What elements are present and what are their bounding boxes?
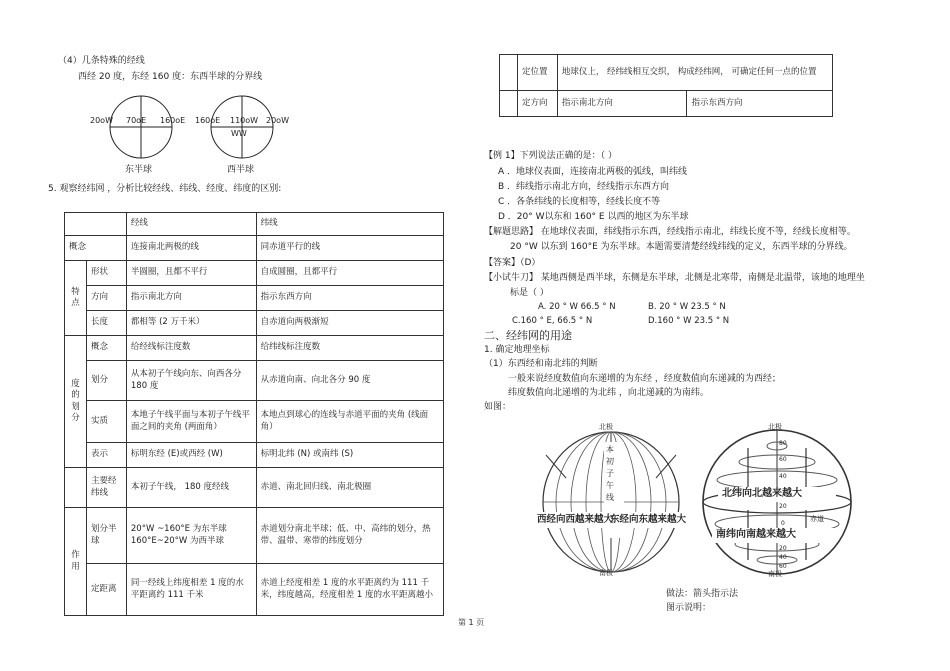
cell-wx: 给纬线标注度数 [256, 336, 443, 361]
east-longitude-banner: 东经向东越来越大 [610, 514, 687, 525]
cell-wx: 指示东西方向 [256, 286, 443, 311]
jieti-line-1: 【解题思路】 在地球仪表面，纬线指示东西，经线指示南北，纬线长度不等，经线长度相等。 [484, 227, 856, 237]
group-label-zuoyong: 作用 [65, 508, 87, 616]
globe2-label-2: 110oW [230, 116, 259, 125]
lat-tick-20n: 20 [779, 503, 787, 510]
sub-label: 方向 [86, 286, 126, 311]
cell-jx: 标明东经 (E)或西经 (W) [126, 443, 256, 468]
globe1-caption: 东半球 [125, 165, 153, 175]
header-empty [65, 213, 127, 236]
equator-label: 赤道 [810, 515, 824, 523]
cell-jx: 给经线标注度数 [126, 336, 256, 361]
south-latitude-banner: 南纬向南越来越大 [716, 529, 796, 540]
section4-line: 西经 20 度，东经 160 度：东西半球的分界线 [78, 72, 263, 82]
xiaoshi-option-a: A. 20 ° W 66.5 ° N [538, 302, 616, 312]
cell-wx: 指示东西方向 [687, 91, 833, 117]
cell-jx: 指示南北方向 [557, 91, 687, 117]
cell-jx: 本地子午线平面与本初子午线平面之间的夹角 (两面角） [126, 401, 256, 443]
page-number: 第 1 页 [458, 618, 485, 627]
latitude-globe-figure [698, 420, 856, 582]
cell-dingweizhi: 地球仪上， 经纬线相互交织， 构成经纬网， 可确定任何一点的位置 [557, 55, 832, 91]
row-spacer [500, 91, 518, 117]
table-row [65, 468, 444, 508]
cell-jx: 同一经线上纬度相差 1 度的水平距离约 111 千米 [126, 564, 256, 616]
cell-wx: 赤道上经度相差 1 度的水平距离约为 111 千米，纬度越高，经度相差 1 度的水平距离越小 [256, 564, 443, 616]
lat-tick-40s: 40 [779, 554, 787, 561]
header-weixian: 纬线 [256, 213, 443, 236]
globe1-label-1: 20oW [90, 116, 113, 125]
section4-title: （4）几条特殊的经线 [58, 56, 145, 66]
table-row [500, 55, 833, 91]
globe2-caption: 西半球 [227, 165, 255, 175]
cell-jx: 20°W ~160°E 为东半球 160°E~20°W 为西半球 [126, 508, 256, 564]
lat-tick-0: 0 [781, 520, 785, 527]
lat-tick-60: 60 [779, 456, 787, 463]
table-row [65, 261, 444, 286]
table-row [65, 564, 444, 616]
subsection-1-1: （1）东西经和南北纬的判断 [484, 359, 598, 369]
sub-label: 概念 [86, 336, 126, 361]
cell-jx: 从本初子午线向东、向西各分 180 度 [126, 361, 256, 401]
table-row [65, 236, 444, 261]
lat-tick-20s: 20 [779, 545, 787, 552]
globe1-label-2: 70oE [126, 116, 147, 125]
section2-title: 二、经纬网的用途 [484, 329, 572, 342]
lat-tick-80: 80 [779, 440, 787, 447]
rule-line-2: 纬度数值向北递增的为北纬 ，向北递减的为南纬。 [508, 388, 709, 398]
prime-meridian-label: 本初子午线 [606, 445, 614, 502]
answer: 【答案】（D） [484, 258, 541, 268]
globe1-label-3: 160oE [160, 116, 186, 125]
method-caption: 做法：箭头指示法 [666, 589, 739, 599]
sub-label: 主要经纬线 [86, 468, 126, 508]
west-longitude-banner: 西经向西越来越大 [537, 514, 614, 525]
xiaoshi-line-2: 标是（ ） [510, 288, 549, 298]
group-label-tedian: 特点 [65, 261, 87, 336]
xiaoshi-option-d: D.160 ° W 23.5 ° N [648, 316, 730, 326]
table-row [65, 311, 444, 336]
jieti-line-2: 20 °W 以东到 160°E 为东半球。本题需要清楚经线纬线的定义，东西半球的分界线。 [510, 242, 853, 252]
xiaoshi-option-c: C.160 ° E, 66.5 ° N [512, 316, 593, 326]
header-jingxian: 经线 [126, 213, 256, 236]
globe2-label-3: 20oW [266, 116, 289, 125]
table-row [65, 336, 444, 361]
cell-jx: 都相等 (2 万千米） [126, 311, 256, 336]
east-hemisphere-diagram [96, 94, 186, 164]
usage-table [499, 54, 833, 117]
table-row [65, 443, 444, 468]
rule-line-1: 一般来说经度数值向东递增的为东经 ，经度数值向东递减的为西经； [508, 374, 781, 384]
row-spacer [65, 468, 87, 508]
cell-jx: 本初子午线， 180 度经线 [126, 468, 256, 508]
subsection-1: 1. 确定地理坐标 [484, 345, 550, 355]
comparison-table [64, 212, 444, 616]
sub-label: 表示 [86, 443, 126, 468]
cell-wx: 赤道划分南北半球；低、中、高纬的划分，热带、温带、寒带的纬度划分 [256, 508, 443, 564]
cell-jx: 半圆圈，且都不平行 [126, 261, 256, 286]
table-header-row [65, 213, 444, 236]
globe2-label-1: 160oE [195, 116, 221, 125]
sub-label: 划分半球 [86, 508, 126, 564]
table-row [65, 401, 444, 443]
lat-tick-60s: 60 [779, 563, 787, 570]
sub-label: 形状 [86, 261, 126, 286]
example1-option-d: D ．20° W以东和 160° E 以西的地区为东半球 [498, 212, 689, 222]
lat-tick-40: 40 [779, 473, 787, 480]
table-row [65, 361, 444, 401]
example1-option-b: B ．纬线指示南北方向，经线指示东西方向 [498, 182, 670, 192]
right-globe-north-label: 北极 [768, 423, 782, 431]
left-globe-south-label: 南极 [599, 569, 613, 577]
right-globe-south-label: 南极 [768, 570, 782, 578]
row-label-dingweizhi: 定位置 [517, 55, 557, 91]
cell-jx: 连接南北两极的线 [126, 236, 256, 261]
sub-label: 实质 [86, 401, 126, 443]
example1-option-c: C ．各条纬线的长度相等，经线长度不等 [498, 197, 661, 207]
row-spacer [500, 55, 518, 91]
table-row [500, 91, 833, 117]
row-label-dingfangxiang: 定方向 [517, 91, 557, 117]
cell-wx: 赤道、南北回归线、南北极圈 [256, 468, 443, 508]
north-latitude-banner: 北纬向北越来越大 [722, 488, 802, 499]
cell-jx: 指示南北方向 [126, 286, 256, 311]
cell-wx: 标明北纬 (N) 或南纬 (S) [256, 443, 443, 468]
xiaoshi-option-b: B. 20 ° W 23.5 ° N [648, 302, 726, 312]
cell-wx: 从赤道向南、向北各分 90 度 [256, 361, 443, 401]
cell-wx: 自赤道向两极渐短 [256, 311, 443, 336]
table-row [65, 286, 444, 311]
table-row [65, 508, 444, 564]
example1-option-a: A ．地球仪表面，连接南北两极的弧线，叫纬线 [498, 167, 688, 177]
sub-label: 定距离 [86, 564, 126, 616]
sub-label: 划分 [86, 361, 126, 401]
row-label-concept: 概念 [65, 236, 127, 261]
sub-label: 长度 [86, 311, 126, 336]
group-label-duhua: 度的划分 [65, 336, 87, 468]
rutu-label: 如图： [484, 402, 512, 412]
left-globe-north-label: 北极 [599, 423, 613, 431]
cell-wx: 本地点到球心的连线与赤道平面的夹角 (线面角） [256, 401, 443, 443]
cell-wx: 自成圆圈，且都平行 [256, 261, 443, 286]
xiaoshi-line-1: 【小试牛刀】 某地西侧是西半球，东侧是东半球，北侧是北寒带，南侧是北温带，该地的地理坐 [484, 273, 865, 283]
section5-title: 5. 观察经纬网 ，分析比较经线、纬线、经度、纬度的区别: [48, 184, 282, 194]
globe2-label-4: WW [231, 129, 247, 138]
example1-title: 【例 1】下列说法正确的是：（ ） [484, 151, 617, 161]
cell-wx: 同赤道平行的线 [256, 236, 443, 261]
figure-note: 图示说明： [666, 603, 712, 613]
